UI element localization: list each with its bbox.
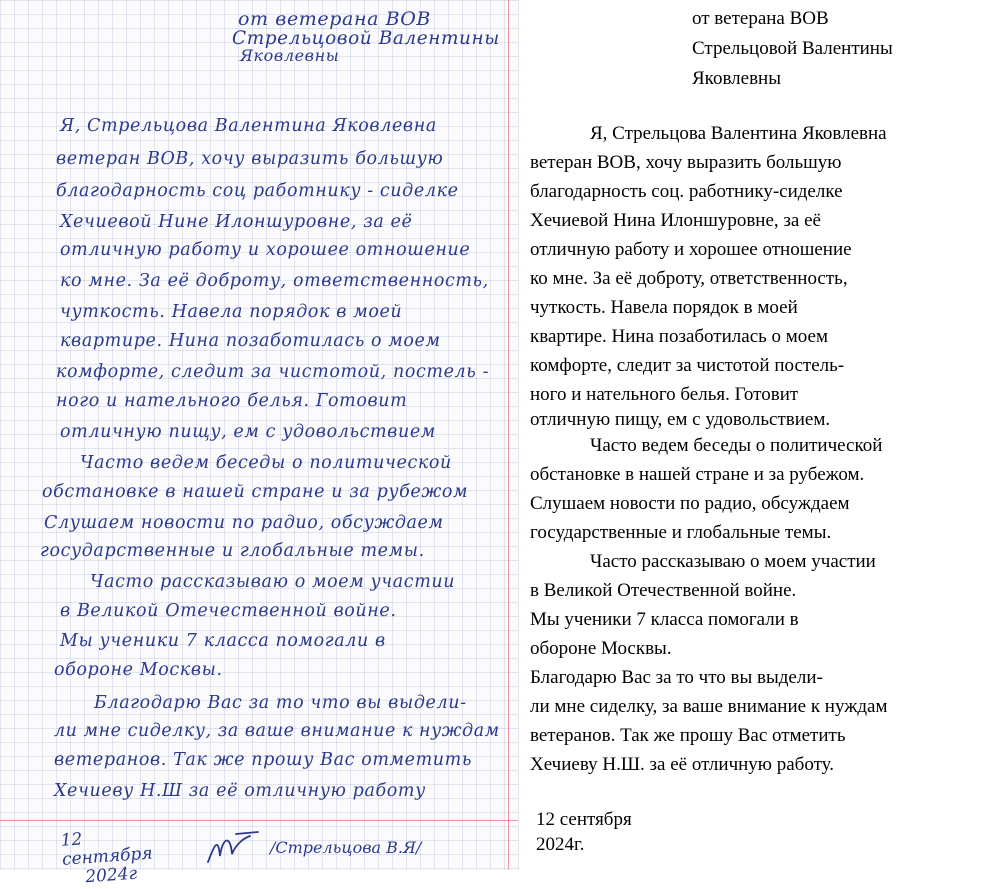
typed-line: ко мне. За её доброту, ответственность,	[530, 268, 848, 289]
scan-line: ко мне. За её доброту, ответственность,	[60, 271, 489, 291]
scan-line: отличную работу и хорошее отношение	[60, 240, 471, 260]
scan-line: Часто ведем беседы о политической	[80, 453, 452, 473]
scan-line: чуткость. Навела порядок в моей	[60, 302, 403, 322]
scan-line: ного и нательного белья. Готовит	[56, 391, 408, 411]
typed-line: Хечиевой Нина Илоншуровне, за её	[530, 210, 821, 231]
typed-line: государственные и глобальные темы.	[530, 522, 832, 543]
scan-signer-name: /Стрельцова В.Я/	[270, 838, 422, 857]
typed-line: квартире. Нина позаботилась о моем	[530, 326, 828, 347]
typed-line: комфорте, следит за чистотой постель-	[530, 355, 845, 376]
typed-line: благодарность соц. работнику-сиделке	[530, 181, 843, 202]
typed-line: отличную пищу, ем с удовольствием.	[530, 409, 831, 430]
scan-bottom-line	[0, 820, 518, 821]
scan-line: обороне Москвы.	[54, 660, 223, 680]
typed-line: Благодарю Вас за то что вы выдели-	[530, 667, 823, 688]
typed-line: Часто ведем беседы о политической	[590, 435, 883, 456]
scan-line: обстановке в нашей стране и за рубежом	[42, 482, 469, 502]
typed-line: Хечиеву Н.Ш. за её отличную работу.	[530, 754, 834, 775]
scan-date	[60, 824, 174, 889]
scan-line: Я, Стрельцова Валентина Яковлевна	[60, 116, 437, 136]
scan-date-day: 12 сентября	[60, 829, 154, 870]
scan-line: Хечиевой Нине Илоншуровне, за её	[60, 212, 413, 232]
typed-header-line: от ветерана ВОВ	[692, 8, 829, 29]
scan-line: Благодарю Вас за то что вы выдели-	[94, 693, 467, 713]
typed-date-day: 12 сентября	[536, 809, 632, 830]
scan-margin-line	[508, 0, 509, 870]
typed-line: Часто рассказываю о моем участии	[590, 551, 876, 572]
scan-line: ветеранов. Так же прошу Вас отметить	[54, 750, 472, 770]
scan-header-line: от ветерана ВОВ	[238, 8, 431, 30]
scan-line: отличную пищу, ем с удовольствием	[60, 422, 436, 442]
typed-header-line: Стрельцовой Валентины	[692, 38, 893, 59]
typed-line: отличную работу и хорошее отношение	[530, 239, 852, 260]
scan-line: ветеран ВОВ, хочу выразить большую	[56, 149, 444, 169]
signature-scribble	[200, 826, 280, 866]
scan-line: Хечиеву Н.Ш за её отличную работу	[54, 781, 426, 801]
typed-line: ветеранов. Так же прошу Вас отметить	[530, 725, 846, 746]
scan-line: Часто рассказываю о моем участии	[90, 572, 456, 592]
typed-date-year: 2024г.	[536, 834, 585, 855]
typed-line: ветеран ВОВ, хочу выразить большую	[530, 152, 842, 173]
scan-line: квартире. Нина позаботилась о моем	[60, 331, 441, 351]
typed-line: Слушаем новости по радио, обсуждаем	[530, 493, 850, 514]
scan-date-year: 2024г	[84, 863, 138, 888]
typed-line: Мы ученики 7 класса помогали в	[530, 609, 799, 630]
scan-line: благодарность соц работнику - сиделке	[56, 181, 459, 201]
typed-line: чуткость. Навела порядок в моей	[530, 297, 798, 318]
scan-header-line: Яковлевны	[240, 46, 340, 65]
scan-header-line: Стрельцовой Валентины	[232, 27, 500, 49]
typed-header-line: Яковлевны	[692, 68, 781, 89]
typed-line: ли мне сиделку, за ваше внимание к нуждам	[530, 696, 888, 717]
scan-line: ли мне сиделку, за ваше внимание к нуждам	[54, 721, 500, 741]
typed-line: Я, Стрельцова Валентина Яковлевна	[590, 123, 887, 144]
scan-line: в Великой Отечественной войне.	[60, 601, 397, 621]
scan-line: государственные и глобальные темы.	[40, 541, 425, 561]
typed-line: обстановке в нашей стране и за рубежом.	[530, 464, 865, 485]
scan-line: Мы ученики 7 класса помогали в	[60, 631, 386, 651]
typed-line: ного и нательного белья. Готовит	[530, 384, 799, 405]
typed-line: обороне Москвы.	[530, 638, 672, 659]
typed-transcription	[530, 0, 1000, 870]
scan-line: Слушаем новости по радио, обсуждаем	[44, 513, 444, 533]
typed-line: в Великой Отечественной войне.	[530, 580, 797, 601]
scan-line: комфорте, следит за чистотой, постель -	[56, 362, 490, 382]
